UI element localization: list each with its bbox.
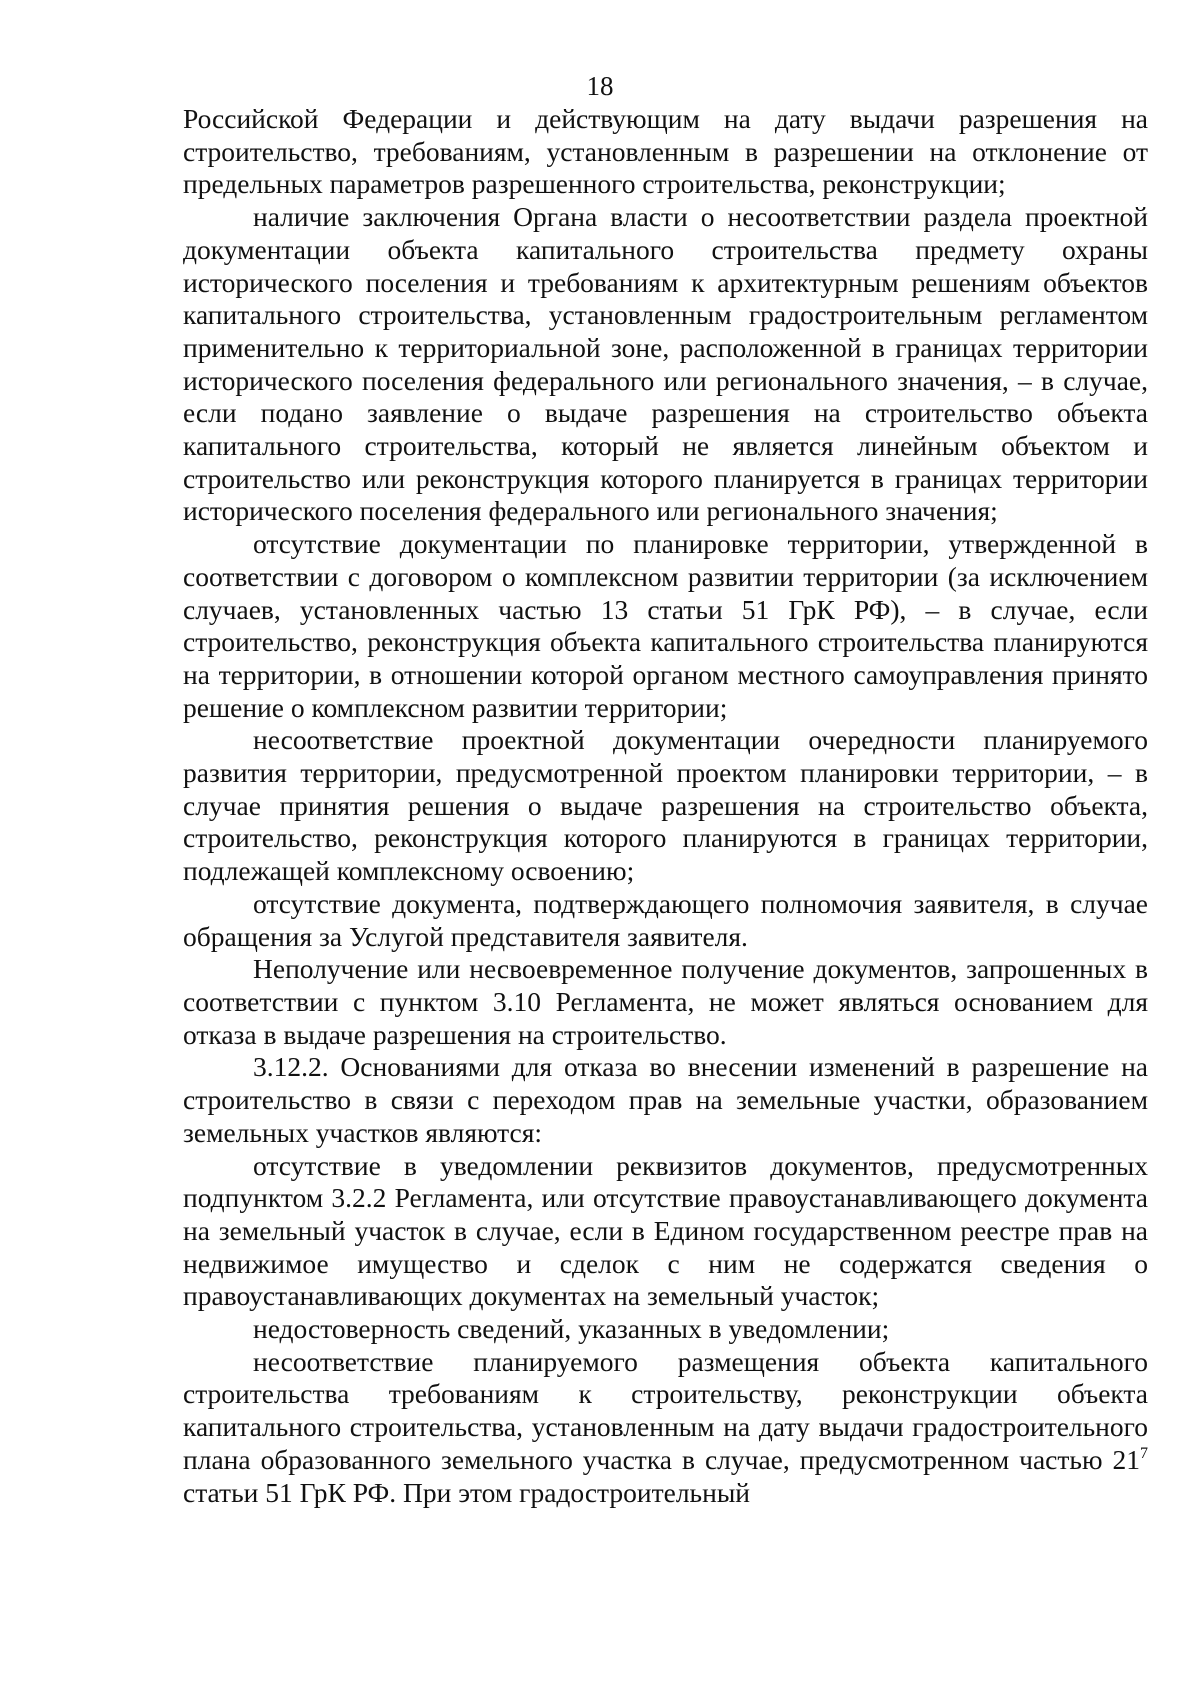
paragraph-authority-document: отсутствие документа, подтверждающего полномочия заявителя, в случае обращения за Услугой представителя заявителя. [183, 887, 1148, 952]
paragraph-missing-requisites: отсутствие в уведомлении реквизитов документов, предусмотренных подпунктом 3.2.2 Регламента, или отсутствие правоустанавливающего документа на земельный участок в случае, если в Едином государственном реестре прав на недвижимое имущество и сделок с ним не содержатся сведения о правоустанавливающих документах на земельный участок; [183, 1149, 1148, 1312]
paragraph-historic-settlement: наличие заключения Органа власти о несоответствии раздела проектной документации объекта капитального строительства предмету охраны исторического поселения и требованиям к архитектурным решениям объектов капитального строительства, установленным градостроительным регламентом применительно к территориальной зоне, расположенной в границах территории исторического поселения федерального или регионального значения, – в случае, если подано заявление о выдаче разрешения на строительство объекта капитального строительства, который не является линейным объектом и строительство или реконструкция которого планируется в границах территории исторического поселения федерального или регионального значения; [183, 201, 1148, 527]
paragraph-unreliable-info: недостоверность сведений, указанных в уведомлении; [253, 1313, 890, 1345]
paragraph-continuation: Российской Федерации и действующим на дату выдачи разрешения на строительство, требованиям, установленным в разрешении на отклонение от предельных параметров разрешенного строительства, реконструкции; [183, 103, 1148, 200]
paragraph-placement-mismatch-end: статьи 51 ГрК РФ. При этом градостроительный [183, 1476, 751, 1508]
page-number: 18 [586, 71, 614, 101]
superscript-seven: 7 [1140, 1444, 1148, 1462]
paragraph-section-3-12-2: 3.12.2. Основаниями для отказа во внесении изменений в разрешение на строительство в связи с переходом прав на земельные участки, образованием земельных участков являются: [183, 1051, 1148, 1148]
paragraph-development-sequence: несоответствие проектной документации очередности планируемого развития территории, предусмотренной проектом планировки территории, – в случае принятия решения о выдаче разрешения на строительство объекта, строительство, реконструкция которого планируются в границах территории, подлежащей комплексному освоению; [183, 724, 1148, 887]
paragraph-non-receipt: Неполучение или несвоевременное получение документов, запрошенных в соответствии с пунктом 3.10 Регламента, не может являться основанием для отказа в выдаче разрешения на строительство. [183, 953, 1148, 1050]
document-body [183, 103, 1148, 1509]
paragraph-planning-documentation: отсутствие документации по планировке территории, утвержденной в соответствии с договором о комплексном развитии территории (за исключением случаев, установленных частью 13 статьи 51 ГрК РФ), – в случае, если строительство, реконструкция объекта капитального строительства планируются на территории, в отношении которой органом местного самоуправления принято решение о комплексном развитии территории; [183, 528, 1148, 723]
paragraph-placement-mismatch-start: несоответствие планируемого размещения объекта капитального строительства требованиям к строительству, реконструкции объекта капитального строительства, установленным на дату выдачи градостроительного плана образованного земельного участка в случае, предусмотренном частью 21 [183, 1345, 1148, 1475]
paragraph-placement-mismatch [183, 1346, 1148, 1510]
